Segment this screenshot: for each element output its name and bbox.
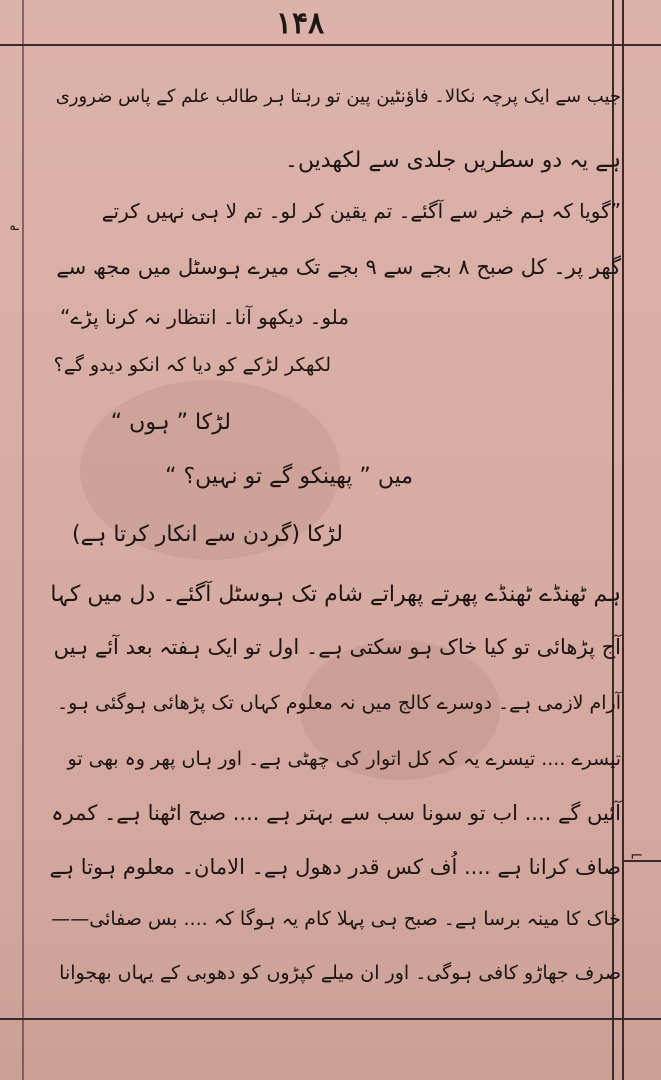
text-line: جیب سے ایک پرچہ نکالا۔ فاؤنٹین پین تو رہتا ہر طالب علم کے پاس ضروری [55,86,621,107]
text-line: لکھکر لڑکے کو دیا کہ انکو دیدو گے؟ [53,354,331,376]
text-line: آج پڑھائی تو کیا خاک ہو سکتی ہے۔ اول تو ایک ہفتہ بعد آئے ہیں [53,635,621,659]
text-line: صاف کرانا ہے .... اُف کس قدر دھول ہے۔ الامان۔ معلوم ہوتا ہے [49,855,621,879]
margin-mark: ⌐ [630,846,644,865]
text-line: ہے یہ دو سطریں جلدی سے لکھدیں۔ [285,148,621,173]
text-line: آئیں گے .... اب تو سونا سب سے بہتر ہے .... صبح اٹھنا ہے۔ کمرہ [51,801,621,825]
text-line: صرف جھاڑو کافی ہوگی۔ اور ان میلے کپڑوں کو دھوبی کے یہاں بھجوانا [59,962,621,984]
page-number: ۱۴۸ [275,6,325,41]
text-line: ہم ٹھنڈے ٹھنڈے پھرتے پھراتے شام تک ہوسٹل آگئے۔ دل میں کہا [50,582,621,607]
text-line: ملو۔ دیکھو آنا۔ انتظار نہ کرنا پڑے“ [59,305,349,329]
text-line: لڑکا ” ہوں “ [110,410,231,435]
text-line: تیسرے .... تیسرے یہ کہ کل اتوار کی چھٹی ہے۔ اور ہاں پھر وہ بھی تو [67,748,621,770]
margin-mark: ؎ [10,215,20,234]
text-line: آرام لازمی ہے۔ دوسرے کالج میں نہ معلوم کہاں تک پڑھائی ہوگئی ہو۔ [56,692,621,714]
text-line: ”گویا کہ ہم خیر سے آگئے۔ تم یقین کر لو۔ تم لا ہی نہیں کرتے [101,199,621,223]
text-line: گھر پر۔ کل صبح ۸ بجے سے ۹ بجے تک میرے ہوسٹل میں مجھ سے [56,255,621,279]
text-line: خاک کا مینہ برسا ہے۔ صبح ہی پہلا کام یہ ہوگا کہ .... بس صفائی—— [51,908,621,930]
text-line: میں ” پھینکو گے تو نہیں؟ “ [165,464,413,489]
text-line: لڑکا (گردن سے انکار کرتا ہے) [72,522,343,547]
